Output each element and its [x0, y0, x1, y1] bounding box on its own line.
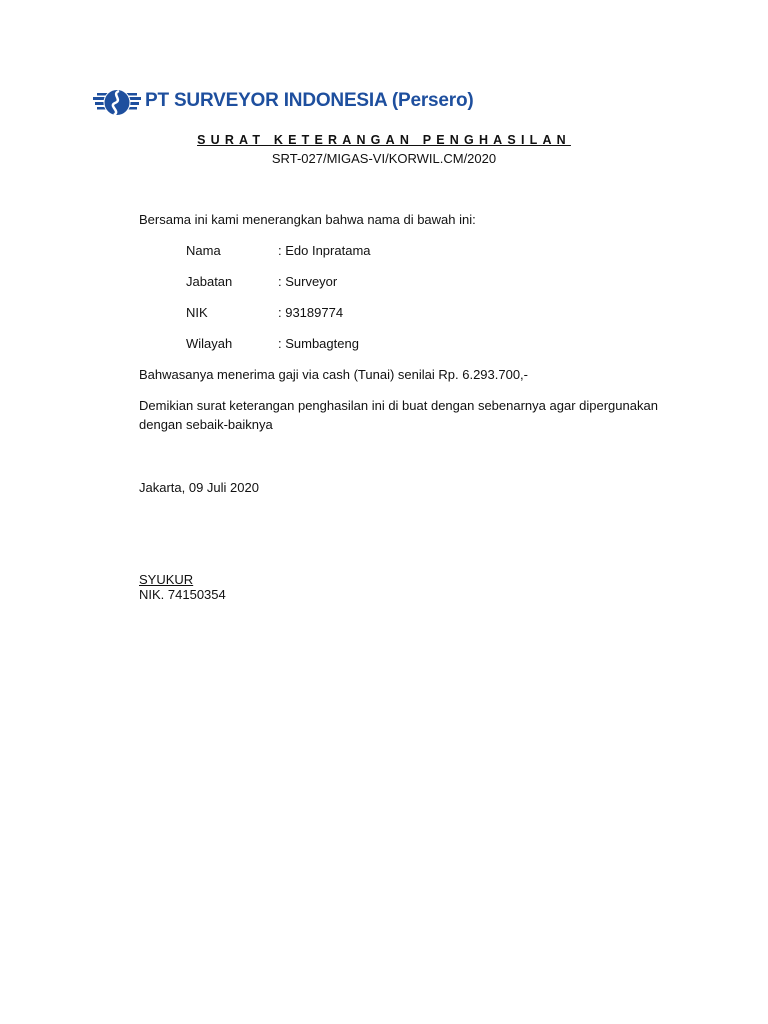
letter-title: SURAT KETERANGAN PENGHASILAN	[197, 133, 571, 147]
signer-name: SYUKUR	[139, 572, 194, 587]
salary-text: Bahwasanya menerima gaji via cash (Tunai) senilai Rp. 6.293.700,-	[139, 367, 528, 382]
place-date: Jakarta, 09 Juli 2020	[139, 480, 259, 495]
field-value-nama: : Edo Inpratama	[278, 243, 371, 258]
field-label-nama: Nama	[186, 243, 221, 258]
closing-line-2: dengan sebaik-baiknya	[139, 417, 273, 432]
field-value-jabatan: : Surveyor	[278, 274, 338, 289]
letter-reference: SRT-027/MIGAS-VI/KORWIL.CM/2020	[271, 151, 497, 166]
company-name: PT SURVEYOR INDONESIA (Persero)	[145, 90, 474, 111]
field-label-jabatan: Jabatan	[186, 274, 233, 289]
field-label-wilayah: Wilayah	[186, 336, 233, 351]
closing-line-1: Demikian surat keterangan penghasilan ini di buat dengan sebenarnya agar dipergunakan	[139, 398, 658, 413]
field-value-wilayah: : Sumbagteng	[278, 336, 359, 351]
field-value-nik: : 93189774	[278, 305, 344, 320]
company-logo-icon	[93, 88, 141, 117]
intro-text: Bersama ini kami menerangkan bahwa nama di bawah ini:	[139, 212, 476, 227]
field-label-nik: NIK	[186, 305, 208, 320]
signer-nik: NIK. 74150354	[139, 587, 226, 602]
